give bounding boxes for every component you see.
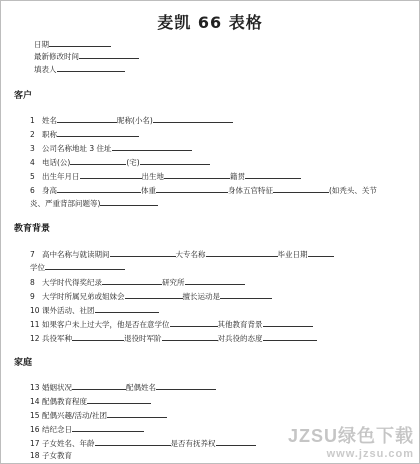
row-14: 14 配偶教育程度	[30, 395, 151, 407]
section-education: 教育背景	[14, 224, 51, 234]
military-attitude-label: 对兵役的态度	[217, 334, 263, 343]
sports-label: 擅长运动是	[182, 292, 220, 301]
row-4: 4 电话(公) (宅)	[30, 156, 210, 168]
university-field[interactable]	[206, 248, 278, 257]
spouse-edu-field[interactable]	[87, 395, 151, 404]
anniversary-field[interactable]	[72, 423, 144, 432]
honors-label: 大学时代得奖纪录	[42, 278, 102, 287]
custody-label: 是否有抚养权	[170, 439, 216, 448]
phone-home-label: (宅)	[126, 158, 140, 167]
height-field[interactable]	[57, 184, 141, 193]
date-field[interactable]	[49, 38, 111, 47]
site-watermark	[288, 422, 414, 460]
children-edu-label: 子女教育	[42, 451, 72, 460]
phone-office-label: 电话(公)	[42, 158, 71, 167]
fraternity-label: 大学时所属兄弟或姐妹会	[42, 292, 125, 301]
hometown-label: 籍贯	[230, 172, 245, 181]
activities-label: 课外活动、社团	[42, 306, 95, 315]
institute-field[interactable]	[185, 276, 245, 285]
row-10: 10 课外活动、社团	[30, 304, 159, 316]
no-college-field[interactable]	[170, 318, 218, 327]
features-note-2: 炎、严重背部问题等)	[30, 199, 101, 208]
spouse-hobby-label: 配偶兴趣/活动/社团	[42, 411, 108, 420]
degree-label: 学位	[30, 263, 45, 272]
row-13: 13 婚姻状况 配偶姓名	[30, 381, 216, 393]
grad-date-label: 毕业日期	[277, 250, 308, 259]
birth-field[interactable]	[80, 170, 142, 179]
grad-date-field[interactable]	[308, 248, 334, 257]
date-row	[34, 38, 111, 50]
filler-row	[34, 63, 125, 75]
spouse-edu-label: 配偶教育程度	[42, 397, 87, 406]
institute-label: 研究所	[162, 278, 185, 287]
military-attitude-field[interactable]	[263, 332, 317, 341]
company-label: 公司名称地址 3 住址	[42, 144, 112, 153]
section-family: 家庭	[14, 358, 33, 368]
row-17: 17 子女姓名、年龄 是否有抚养权	[30, 437, 256, 449]
other-edu-label: 其他教育背景	[217, 320, 263, 329]
section-customer: 客户	[14, 91, 33, 101]
row-6: 6 身高 体重 身体五官特征 (如秃头、关节	[30, 186, 377, 195]
children-field[interactable]	[95, 437, 171, 446]
watermark-text: JZSU绿色下载	[287, 426, 414, 446]
row-2: 2 职称	[30, 128, 139, 140]
updated-row	[34, 50, 139, 62]
nickname-label: 昵称(小名)	[117, 116, 153, 125]
company-field[interactable]	[112, 142, 192, 151]
features-field[interactable]	[273, 184, 329, 193]
title-field[interactable]	[57, 128, 139, 137]
row-6b	[30, 197, 158, 209]
filler-label: 填表人	[34, 65, 57, 74]
height-label: 身高	[42, 186, 57, 195]
marital-label: 婚姻状况	[42, 383, 72, 392]
form-title: 麦凯 66 表格	[157, 13, 263, 32]
hometown-field[interactable]	[245, 170, 301, 179]
school-label: 高中名称与就读期间	[42, 250, 110, 259]
fraternity-field[interactable]	[125, 290, 183, 299]
children-label: 子女姓名、年龄	[42, 439, 95, 448]
features-label: 身体五官特征	[228, 186, 273, 195]
updated-label: 最新修改时间	[34, 52, 79, 61]
no-college-label: 如果客户未上过大学，他是否在意学位	[42, 320, 170, 329]
marital-field[interactable]	[72, 381, 126, 390]
date-label: 日期	[34, 40, 49, 49]
school-field[interactable]	[110, 248, 176, 257]
other-edu-field[interactable]	[263, 318, 313, 327]
university-label: 大专名称	[175, 250, 206, 259]
military-field[interactable]	[72, 332, 124, 341]
degree-field[interactable]	[45, 261, 125, 270]
discharge-label: 退役时军阶	[124, 334, 162, 343]
discharge-field[interactable]	[162, 332, 218, 341]
row-1: 1 姓名 昵称(小名)	[30, 114, 233, 126]
nickname-field[interactable]	[153, 114, 233, 123]
row-15: 15 配偶兴趣/活动/社团	[30, 409, 167, 421]
birthplace-field[interactable]	[164, 170, 230, 179]
name-label: 姓名	[42, 116, 57, 125]
row-8: 8 大学时代得奖纪录 研究所	[30, 276, 245, 288]
anniversary-label: 结纪念日	[42, 425, 72, 434]
watermark-url: www.jzsu.com	[326, 448, 414, 460]
name-field[interactable]	[57, 114, 117, 123]
row-5: 5 出生年月日 出生地 籍贯	[30, 170, 301, 182]
row-18: 18 子女教育	[30, 451, 72, 460]
row-7b	[30, 261, 125, 273]
honors-field[interactable]	[102, 276, 162, 285]
row-3: 3 公司名称地址 3 住址	[30, 142, 192, 154]
spouse-field[interactable]	[156, 381, 216, 390]
spouse-hobby-field[interactable]	[107, 409, 167, 418]
activities-field[interactable]	[95, 304, 159, 313]
custody-field[interactable]	[216, 437, 256, 446]
birth-label: 出生年月日	[42, 172, 80, 181]
row-7: 7 高中名称与就读期间 大专名称 毕业日期	[30, 248, 334, 260]
row-16: 16 结纪念日	[30, 423, 144, 435]
updated-field[interactable]	[79, 50, 139, 59]
features-note: (如秃头、关节	[329, 186, 377, 195]
phone-office-field[interactable]	[70, 156, 126, 165]
title-label: 职称	[42, 130, 57, 139]
military-label: 兵役军种	[42, 334, 72, 343]
features-note-field[interactable]	[100, 197, 158, 206]
weight-label: 体重	[141, 186, 156, 195]
sports-field[interactable]	[220, 290, 272, 299]
filler-field[interactable]	[57, 63, 125, 72]
row-9: 9 大学时所属兄弟或姐妹会 擅长运动是	[30, 290, 272, 302]
birthplace-label: 出生地	[141, 172, 164, 181]
row-11: 11 如果客户未上过大学，他是否在意学位 其他教育背景	[30, 318, 313, 330]
weight-field[interactable]	[156, 184, 228, 193]
spouse-label: 配偶姓名	[126, 383, 156, 392]
phone-home-field[interactable]	[140, 156, 210, 165]
row-12: 12 兵役军种 退役时军阶 对兵役的态度	[30, 332, 317, 344]
